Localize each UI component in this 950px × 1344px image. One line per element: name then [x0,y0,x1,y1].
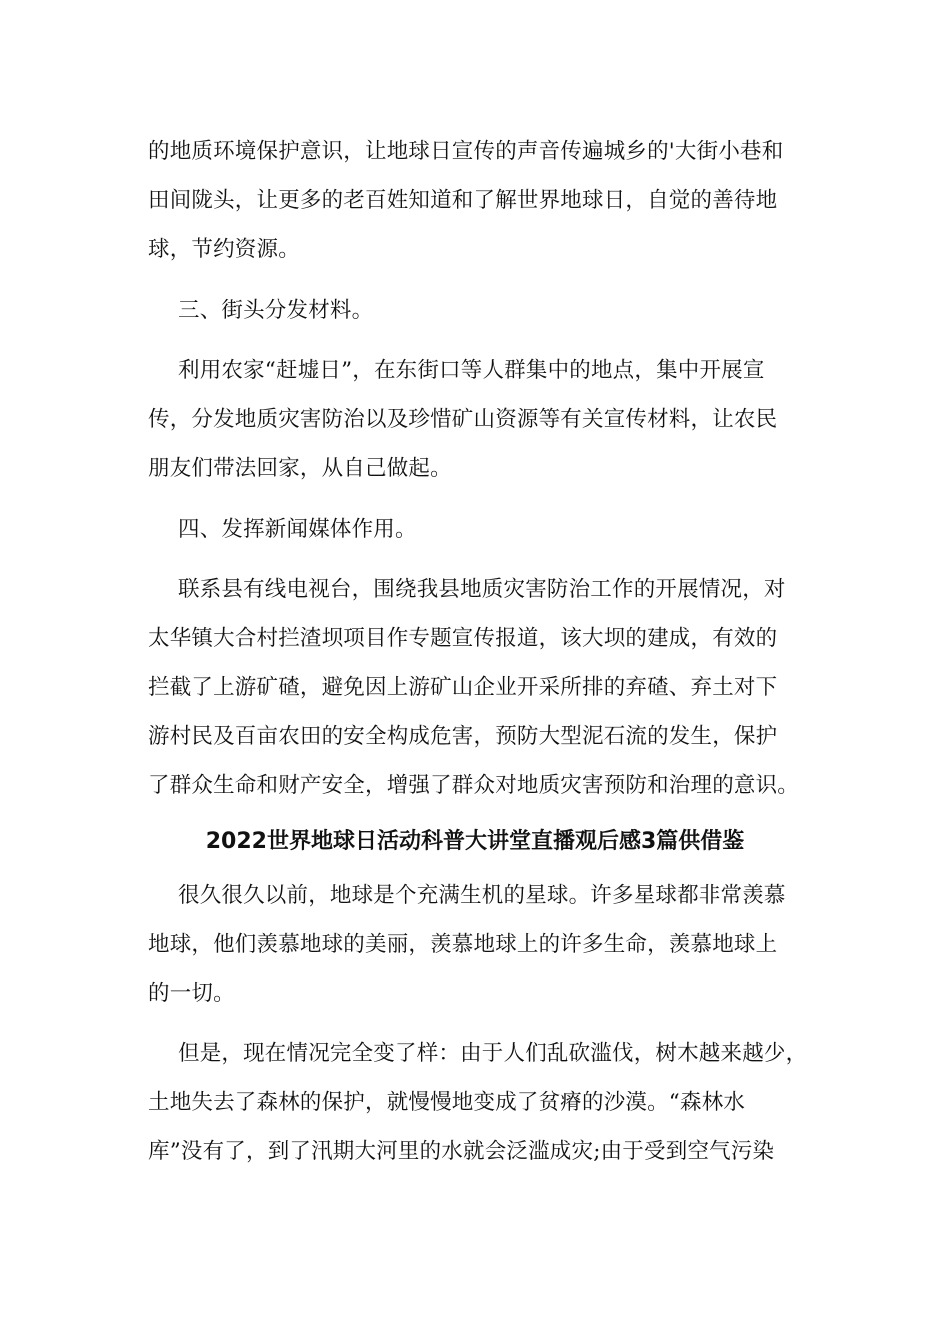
paragraph-5-line-5: 了群众生命和财产安全，增强了群众对地质灾害预防和治理的意识。 [148,773,800,798]
paragraph-5-line-3: 拦截了上游矿碴，避免因上游矿山企业开采所排的弃碴、弃土对下 [148,675,778,700]
article-paragraph-2-line-3: 库”没有了，到了汛期大河里的水就会泛滥成灾;由于受到空气污染 [148,1139,775,1164]
article-paragraph-2-line-1: 但是，现在情况完全变了样：由于人们乱砍滥伐，树木越来越少， [178,1041,808,1066]
paragraph-5-line-1: 联系县有线电视台，围绕我县地质灾害防治工作的开展情况，对 [178,577,786,602]
paragraph-5-line-2: 太华镇大合村拦渣坝项目作专题宣传报道，该大坝的建成，有效的 [148,626,778,651]
paragraph-1-line-3: 球，节约资源。 [148,237,300,262]
article-paragraph-1-line-1: 很久很久以前，地球是个充满生机的星球。许多星球都非常羡慕 [178,883,786,908]
paragraph-3-line-1: 利用农家“赶墟日”，在东街口等人群集中的地点，集中开展宣 [178,358,765,383]
article-title: 2022世界地球日活动科普大讲堂直播观后感3篇供借鉴 [205,829,745,854]
article-paragraph-1-line-3: 的一切。 [148,981,235,1006]
article-paragraph-2-line-2: 土地失去了森林的保护，就慢慢地变成了贫瘠的沙漠。“森林水 [148,1090,746,1115]
paragraph-5-line-4: 游村民及百亩农田的安全构成危害，预防大型泥石流的发生，保护 [148,724,778,749]
paragraph-1-line-1: 的地质环境保护意识，让地球日宣传的声音传遍城乡的'大街小巷和 [148,139,784,164]
article-paragraph-1-line-2: 地球，他们羡慕地球的美丽，羡慕地球上的许多生命，羡慕地球上 [148,932,778,957]
paragraph-1-line-2: 田间陇头，让更多的老百姓知道和了解世界地球日，自觉的善待地 [148,188,778,213]
section-heading-3: 三、街头分发材料。 [178,298,374,323]
paragraph-3-line-3: 朋友们带法回家，从自己做起。 [148,456,452,481]
paragraph-3-line-2: 传，分发地质灾害防治以及珍惜矿山资源等有关宣传材料，让农民 [148,407,778,432]
section-heading-4: 四、发挥新闻媒体作用。 [178,517,417,542]
